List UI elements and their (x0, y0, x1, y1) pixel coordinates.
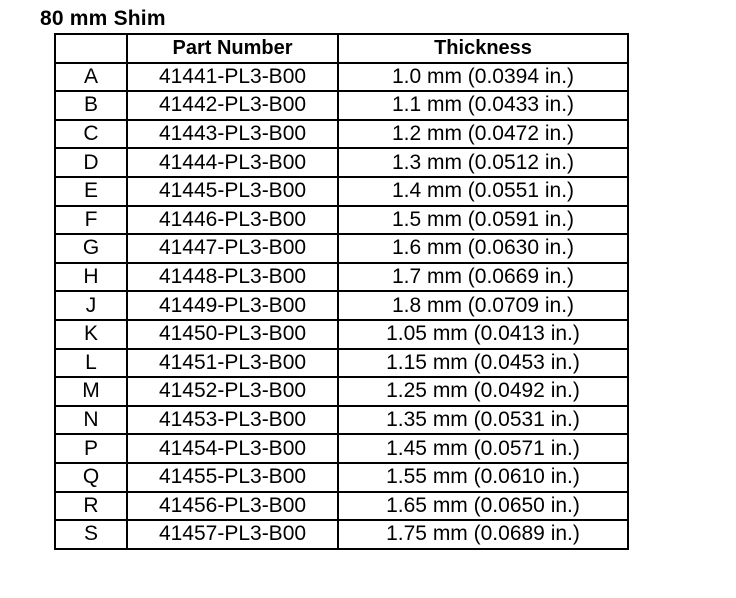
part-number-cell: 41451-PL3-B00 (127, 349, 338, 378)
table-row (55, 148, 628, 177)
letter-cell: N (55, 406, 127, 435)
header-cell-part-number: Part Number (127, 34, 338, 63)
thickness-cell: 1.8 mm (0.0709 in.) (338, 291, 628, 320)
header-cell-thickness: Thickness (338, 34, 628, 63)
table-row (55, 91, 628, 120)
letter-cell: G (55, 234, 127, 263)
letter-cell: F (55, 206, 127, 235)
part-number-cell: 41441-PL3-B00 (127, 63, 338, 92)
thickness-cell: 1.45 mm (0.0571 in.) (338, 434, 628, 463)
thickness-cell: 1.7 mm (0.0669 in.) (338, 263, 628, 292)
part-number-cell: 41447-PL3-B00 (127, 234, 338, 263)
table-row (55, 263, 628, 292)
letter-cell: B (55, 91, 127, 120)
thickness-cell: 1.4 mm (0.0551 in.) (338, 177, 628, 206)
letter-cell: J (55, 291, 127, 320)
header-row (55, 34, 628, 63)
table-row (55, 406, 628, 435)
shim-table (54, 33, 629, 550)
part-number-cell: 41445-PL3-B00 (127, 177, 338, 206)
letter-cell: M (55, 377, 127, 406)
table-row (55, 492, 628, 521)
part-number-cell: 41454-PL3-B00 (127, 434, 338, 463)
thickness-cell: 1.0 mm (0.0394 in.) (338, 63, 628, 92)
part-number-cell: 41450-PL3-B00 (127, 320, 338, 349)
letter-cell: A (55, 63, 127, 92)
thickness-cell: 1.1 mm (0.0433 in.) (338, 91, 628, 120)
letter-cell: L (55, 349, 127, 378)
letter-cell: S (55, 520, 127, 549)
table-row (55, 177, 628, 206)
thickness-cell: 1.15 mm (0.0453 in.) (338, 349, 628, 378)
part-number-cell: 41444-PL3-B00 (127, 148, 338, 177)
part-number-cell: 41443-PL3-B00 (127, 120, 338, 149)
part-number-cell: 41455-PL3-B00 (127, 463, 338, 492)
table-title: 80 mm Shim (40, 7, 166, 30)
part-number-cell: 41457-PL3-B00 (127, 520, 338, 549)
table-row (55, 320, 628, 349)
letter-cell: Q (55, 463, 127, 492)
thickness-cell: 1.75 mm (0.0689 in.) (338, 520, 628, 549)
table-row (55, 377, 628, 406)
letter-cell: K (55, 320, 127, 349)
table-row (55, 206, 628, 235)
part-number-cell: 41442-PL3-B00 (127, 91, 338, 120)
header-cell-letter (55, 34, 127, 63)
thickness-cell: 1.65 mm (0.0650 in.) (338, 492, 628, 521)
thickness-cell: 1.3 mm (0.0512 in.) (338, 148, 628, 177)
thickness-cell: 1.25 mm (0.0492 in.) (338, 377, 628, 406)
thickness-cell: 1.6 mm (0.0630 in.) (338, 234, 628, 263)
thickness-cell: 1.2 mm (0.0472 in.) (338, 120, 628, 149)
table-body (55, 63, 628, 549)
thickness-cell: 1.55 mm (0.0610 in.) (338, 463, 628, 492)
letter-cell: H (55, 263, 127, 292)
part-number-cell: 41448-PL3-B00 (127, 263, 338, 292)
letter-cell: C (55, 120, 127, 149)
part-number-cell: 41446-PL3-B00 (127, 206, 338, 235)
table-row (55, 434, 628, 463)
letter-cell: D (55, 148, 127, 177)
table-row (55, 120, 628, 149)
thickness-cell: 1.05 mm (0.0413 in.) (338, 320, 628, 349)
part-number-cell: 41456-PL3-B00 (127, 492, 338, 521)
table-row (55, 63, 628, 92)
part-number-cell: 41452-PL3-B00 (127, 377, 338, 406)
table-row (55, 520, 628, 549)
part-number-cell: 41449-PL3-B00 (127, 291, 338, 320)
table-row (55, 463, 628, 492)
thickness-cell: 1.5 mm (0.0591 in.) (338, 206, 628, 235)
part-number-cell: 41453-PL3-B00 (127, 406, 338, 435)
letter-cell: E (55, 177, 127, 206)
table-row (55, 349, 628, 378)
letter-cell: R (55, 492, 127, 521)
letter-cell: P (55, 434, 127, 463)
thickness-cell: 1.35 mm (0.0531 in.) (338, 406, 628, 435)
table-row (55, 291, 628, 320)
table-row (55, 234, 628, 263)
